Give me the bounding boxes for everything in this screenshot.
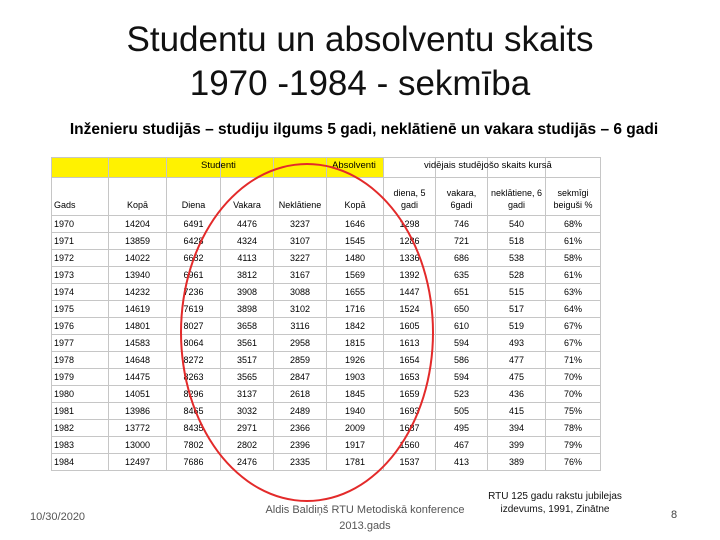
- title-line-1: Studentu un absolventu skaits: [126, 20, 594, 59]
- table-cell: 71%: [546, 352, 601, 369]
- table-cell: 70%: [546, 386, 601, 403]
- table-cell: 635: [436, 267, 488, 284]
- table-cell: 3517: [221, 352, 274, 369]
- table-cell: 8296: [167, 386, 221, 403]
- table-cell: 2971: [221, 420, 274, 437]
- table-cell: 1979: [52, 369, 109, 386]
- table-cell: 70%: [546, 369, 601, 386]
- table-cell: 14801: [109, 318, 167, 335]
- footer-conference-line-1: Aldis Baldiņš RTU Metodiskā konference: [265, 504, 465, 516]
- table-cell: 14583: [109, 335, 167, 352]
- table-cell: 7619: [167, 301, 221, 318]
- table-cell: 2847: [274, 369, 327, 386]
- table-cell: 6682: [167, 250, 221, 267]
- column-header: Kopā: [327, 178, 384, 216]
- table-cell: 1926: [327, 352, 384, 369]
- table-cell: 61%: [546, 267, 601, 284]
- table-cell: 523: [436, 386, 488, 403]
- table-cell: 4476: [221, 216, 274, 233]
- table-cell: 1653: [384, 369, 436, 386]
- table-cell: 505: [436, 403, 488, 420]
- table-cell: 14204: [109, 216, 167, 233]
- table-row: [52, 454, 601, 471]
- table-cell: 493: [488, 335, 546, 352]
- table-cell: 1569: [327, 267, 384, 284]
- table-cell: 1984: [52, 454, 109, 471]
- table-cell: 394: [488, 420, 546, 437]
- table-cell: 477: [488, 352, 546, 369]
- table-cell: 1687: [384, 420, 436, 437]
- table-cell: 3237: [274, 216, 327, 233]
- table-cell: 1545: [327, 233, 384, 250]
- table-cell: 1655: [327, 284, 384, 301]
- table-cell: 3116: [274, 318, 327, 335]
- table-cell: 6491: [167, 216, 221, 233]
- table-cell: 2859: [274, 352, 327, 369]
- table-cell: 1716: [327, 301, 384, 318]
- table-cell: 1975: [52, 301, 109, 318]
- table-cell: 7686: [167, 454, 221, 471]
- table-cell: 1392: [384, 267, 436, 284]
- table-cell: 1480: [327, 250, 384, 267]
- footer-source-line-2: izdevums, 1991, Zinātne: [500, 504, 610, 515]
- table-cell: 3102: [274, 301, 327, 318]
- table-cell: 538: [488, 250, 546, 267]
- table-cell: 610: [436, 318, 488, 335]
- table-row: [52, 352, 601, 369]
- column-header: Gads: [52, 178, 109, 216]
- table-cell: 3032: [221, 403, 274, 420]
- table-cell: 686: [436, 250, 488, 267]
- table-cell: 67%: [546, 318, 601, 335]
- table-cell: 3658: [221, 318, 274, 335]
- footer-conference: [250, 502, 480, 534]
- table-cell: 1560: [384, 437, 436, 454]
- table-cell: 586: [436, 352, 488, 369]
- table-cell: 1613: [384, 335, 436, 352]
- table-cell: 1524: [384, 301, 436, 318]
- table-cell: 2335: [274, 454, 327, 471]
- table-cell: 14619: [109, 301, 167, 318]
- table-cell: 1973: [52, 267, 109, 284]
- table-cell: 1845: [327, 386, 384, 403]
- table-cell: 1972: [52, 250, 109, 267]
- table-row: [52, 420, 601, 437]
- table-cell: 415: [488, 403, 546, 420]
- table-cell: 518: [488, 233, 546, 250]
- table-cell: 2009: [327, 420, 384, 437]
- table-cell: 67%: [546, 335, 601, 352]
- table-cell: 3898: [221, 301, 274, 318]
- table-row: [52, 284, 601, 301]
- table-cell: 1336: [384, 250, 436, 267]
- table-cell: 540: [488, 216, 546, 233]
- table-row: [52, 386, 601, 403]
- table-cell: 3088: [274, 284, 327, 301]
- footer-date: 10/30/2020: [30, 511, 86, 523]
- table-cell: 1298: [384, 216, 436, 233]
- table-cell: 58%: [546, 250, 601, 267]
- table-cell: 8435: [167, 420, 221, 437]
- table-cell: 1605: [384, 318, 436, 335]
- column-header: Vakara: [221, 178, 274, 216]
- table-cell: 1983: [52, 437, 109, 454]
- table-cell: 650: [436, 301, 488, 318]
- footer-source-line-1: RTU 125 gadu rakstu jubilejas: [488, 491, 622, 502]
- table-cell: 6961: [167, 267, 221, 284]
- table-cell: 2618: [274, 386, 327, 403]
- table-cell: 8027: [167, 318, 221, 335]
- table-cell: 63%: [546, 284, 601, 301]
- group-header-students: Studenti: [201, 160, 236, 171]
- table-cell: 14051: [109, 386, 167, 403]
- table-cell: 2366: [274, 420, 327, 437]
- table-cell: 14022: [109, 250, 167, 267]
- table-cell: 1646: [327, 216, 384, 233]
- column-header: neklātiene, 6 gadi: [488, 178, 546, 216]
- table-cell: 721: [436, 233, 488, 250]
- table-cell: 594: [436, 369, 488, 386]
- table-cell: 3107: [274, 233, 327, 250]
- table-cell: 3227: [274, 250, 327, 267]
- footer-conference-line-2: 2013.gads: [339, 520, 391, 532]
- column-header: sekmīgi beiguši %: [546, 178, 601, 216]
- table-row: [52, 318, 601, 335]
- table-cell: 8263: [167, 369, 221, 386]
- table-cell: 13940: [109, 267, 167, 284]
- table-cell: 1781: [327, 454, 384, 471]
- page-number: 8: [670, 509, 678, 521]
- students-table: [51, 157, 601, 471]
- table-cell: 3167: [274, 267, 327, 284]
- table-cell: 76%: [546, 454, 601, 471]
- table-cell: 3561: [221, 335, 274, 352]
- table-cell: 475: [488, 369, 546, 386]
- table-cell: 7236: [167, 284, 221, 301]
- table-cell: 3565: [221, 369, 274, 386]
- table-row: [52, 301, 601, 318]
- footer-source: [485, 490, 625, 516]
- table-cell: 1693: [384, 403, 436, 420]
- table-cell: 436: [488, 386, 546, 403]
- table-cell: 413: [436, 454, 488, 471]
- table-cell: 79%: [546, 437, 601, 454]
- table-cell: 3812: [221, 267, 274, 284]
- table-cell: 1537: [384, 454, 436, 471]
- table-cell: 78%: [546, 420, 601, 437]
- table-cell: 1917: [327, 437, 384, 454]
- table-cell: 594: [436, 335, 488, 352]
- table-cell: 2489: [274, 403, 327, 420]
- table-row: [52, 216, 601, 233]
- table-row: [52, 437, 601, 454]
- group-header-graduates: Absolventi: [332, 160, 376, 171]
- table-cell: 651: [436, 284, 488, 301]
- table-cell: 1978: [52, 352, 109, 369]
- table-cell: 8465: [167, 403, 221, 420]
- table-cell: 6428: [167, 233, 221, 250]
- table-cell: 13859: [109, 233, 167, 250]
- slide-subtitle: Inženieru studijās – studiju ilgums 5 gadi, neklātienē un vakara studijās – 6 gadi: [69, 121, 659, 138]
- table-cell: 1974: [52, 284, 109, 301]
- table-cell: 1815: [327, 335, 384, 352]
- column-header: Kopā: [109, 178, 167, 216]
- table-row: [52, 335, 601, 352]
- table-cell: 4113: [221, 250, 274, 267]
- table-cell: 14648: [109, 352, 167, 369]
- slide-title: [0, 18, 720, 106]
- table-cell: 3137: [221, 386, 274, 403]
- table-cell: 2476: [221, 454, 274, 471]
- column-header-row: [52, 178, 601, 216]
- title-line-2: 1970 -1984 - sekmība: [189, 64, 531, 103]
- table-cell: 14232: [109, 284, 167, 301]
- table-cell: 1903: [327, 369, 384, 386]
- table-cell: 467: [436, 437, 488, 454]
- table-cell: 495: [436, 420, 488, 437]
- table-cell: 528: [488, 267, 546, 284]
- table-cell: 75%: [546, 403, 601, 420]
- table-cell: 3908: [221, 284, 274, 301]
- table-cell: 8064: [167, 335, 221, 352]
- table-cell: 12497: [109, 454, 167, 471]
- column-header: Diena: [167, 178, 221, 216]
- table-cell: 1982: [52, 420, 109, 437]
- table-cell: 1659: [384, 386, 436, 403]
- table-cell: 1286: [384, 233, 436, 250]
- table-cell: 1980: [52, 386, 109, 403]
- table-cell: 13000: [109, 437, 167, 454]
- table-cell: 13986: [109, 403, 167, 420]
- table-cell: 13772: [109, 420, 167, 437]
- table-cell: 2958: [274, 335, 327, 352]
- table-row: [52, 250, 601, 267]
- table-cell: 389: [488, 454, 546, 471]
- table-cell: 14475: [109, 369, 167, 386]
- table-cell: 515: [488, 284, 546, 301]
- table-cell: 64%: [546, 301, 601, 318]
- table-cell: 1447: [384, 284, 436, 301]
- table-cell: 517: [488, 301, 546, 318]
- table-row: [52, 403, 601, 420]
- table-cell: 519: [488, 318, 546, 335]
- column-header: Neklātiene: [274, 178, 327, 216]
- group-header-average: vidējais studējošo skaits kursā: [424, 160, 552, 171]
- table-cell: 2802: [221, 437, 274, 454]
- table-cell: 746: [436, 216, 488, 233]
- table-cell: 2396: [274, 437, 327, 454]
- table-cell: 68%: [546, 216, 601, 233]
- column-header: diena, 5 gadi: [384, 178, 436, 216]
- table-cell: 4324: [221, 233, 274, 250]
- column-header: vakara, 6gadi: [436, 178, 488, 216]
- table-cell: 61%: [546, 233, 601, 250]
- table-row: [52, 267, 601, 284]
- table-row: [52, 233, 601, 250]
- table-cell: 7802: [167, 437, 221, 454]
- table-cell: 399: [488, 437, 546, 454]
- table-cell: 1842: [327, 318, 384, 335]
- table-cell: 1981: [52, 403, 109, 420]
- table-row: [52, 369, 601, 386]
- table-cell: 1977: [52, 335, 109, 352]
- table-cell: 8272: [167, 352, 221, 369]
- table-cell: 1976: [52, 318, 109, 335]
- table-cell: 1940: [327, 403, 384, 420]
- table-cell: 1971: [52, 233, 109, 250]
- table-cell: 1970: [52, 216, 109, 233]
- table-cell: 1654: [384, 352, 436, 369]
